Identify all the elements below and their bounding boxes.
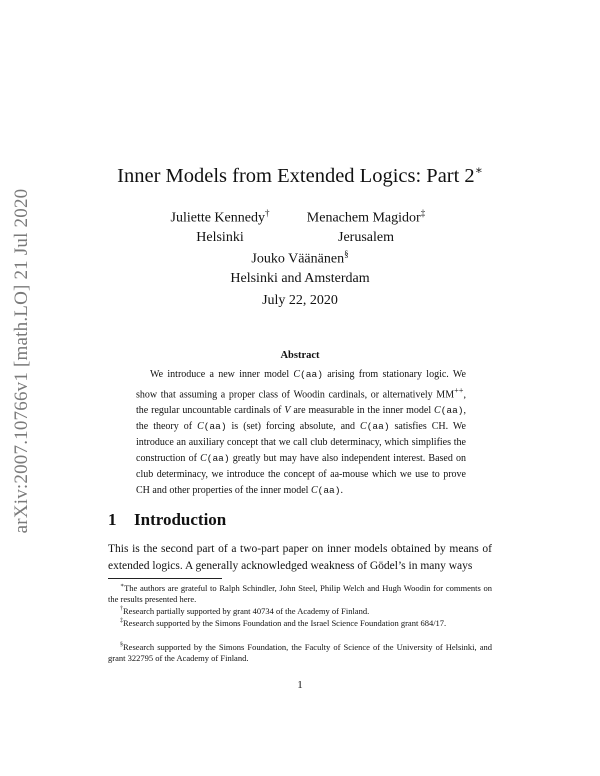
- footnote-text: Research supported by the Simons Foundation, the Faculty of Science of the University of Helsinki, and grant 322795 of the Academy of Finland.: [108, 641, 492, 664]
- footnote: [108, 581, 492, 606]
- author-name: Juliette Kennedy: [170, 210, 265, 226]
- abstract-text: We introduce a new inner model: [150, 369, 294, 380]
- footnote-text: The authors are grateful to Ralph Schindler, John Steel, Philip Welch and Hugh Woodin for comments on the results presented here.: [108, 582, 492, 605]
- abstract-text: are measurable in the inner model: [290, 405, 435, 417]
- author-block-vaananen: [0, 245, 600, 288]
- footnote-mark: ‡: [120, 618, 123, 624]
- footnote-mark: ∗: [120, 583, 125, 589]
- author-footnote-mark: †: [264, 208, 270, 218]
- abstract-heading: Abstract: [280, 350, 320, 361]
- abstract-text: is (set) forcing absolute, and: [226, 421, 361, 433]
- author-affiliation: Helsinki: [196, 229, 244, 245]
- math-symbol: C: [293, 369, 301, 380]
- math-symbol: (aa): [206, 453, 230, 465]
- abstract-text: greatly but may have also independent interest. Based on club determinacy, we introduce the concept of aa-mouse which we use to prove CH and other properties of the inner model: [136, 453, 466, 497]
- footnote-mark: †: [120, 606, 123, 612]
- intro-paragraph: This is the second part of a two-part paper on inner models obtained by means of extended logics. A generally acknowledged weakness of Gödel’s in many ways: [108, 543, 492, 572]
- section-title: Introduction: [134, 510, 227, 529]
- footnote: [108, 616, 492, 629]
- footnote: [108, 640, 492, 665]
- author-block-magidor: [296, 204, 436, 247]
- footnote-text: Research partially supported by grant 40734 of the Academy of Finland.: [123, 605, 370, 616]
- footnote-text: Research supported by the Simons Foundation and the Israel Science Foundation grant 684/17.: [123, 617, 447, 628]
- footnote-divider: [108, 578, 222, 579]
- arxiv-identifier[interactable]: arXiv:2007.10766v1 [math.LO] 21 Jul 2020: [11, 188, 32, 534]
- math-symbol: (aa): [366, 421, 390, 433]
- title-text: Inner Models from Extended Logics: Part 2: [117, 164, 475, 187]
- section-number: 1: [108, 510, 117, 529]
- section-heading: [108, 510, 226, 530]
- abstract-text: arising from stationary logic. We show that assuming a proper class of Woodin cardinals, or alternatively MM: [136, 369, 466, 401]
- math-symbol: ++: [454, 386, 464, 395]
- math-symbol: (aa): [317, 485, 341, 497]
- math-symbol: (aa): [203, 421, 227, 433]
- abstract-text: .: [340, 485, 343, 497]
- publication-date: July 22, 2020: [262, 293, 338, 308]
- abstract-text: satisfies CH. We introduce an auxiliary concept that we call club determinacy, which simplifies the construction of: [136, 421, 466, 465]
- math-symbol: C: [434, 405, 441, 417]
- author-affiliation: Jerusalem: [338, 229, 394, 245]
- author-affiliation: Helsinki and Amsterdam: [230, 270, 370, 286]
- math-symbol: C: [310, 485, 318, 497]
- author-block-kennedy: [150, 204, 290, 247]
- math-symbol: (aa): [300, 369, 323, 380]
- abstract-text: , the regular uncountable cardinals of: [136, 389, 466, 417]
- abstract-body: [136, 367, 466, 499]
- abstract-text: , the theory of: [136, 405, 466, 433]
- math-symbol: C: [200, 453, 207, 465]
- title-footnote-mark: ∗: [474, 163, 483, 177]
- math-symbol: C: [360, 421, 367, 433]
- author-name: Jouko Väänänen: [251, 251, 345, 267]
- page-number: 1: [297, 679, 303, 691]
- paper-title: [0, 163, 600, 188]
- author-footnote-mark: ‡: [420, 208, 426, 218]
- author-name: Menachem Magidor: [306, 210, 421, 226]
- footnote-mark: §: [120, 642, 123, 648]
- author-footnote-mark: §: [344, 249, 349, 259]
- math-symbol: (aa): [440, 405, 464, 417]
- math-symbol: V: [284, 405, 291, 417]
- math-symbol: C: [197, 421, 204, 433]
